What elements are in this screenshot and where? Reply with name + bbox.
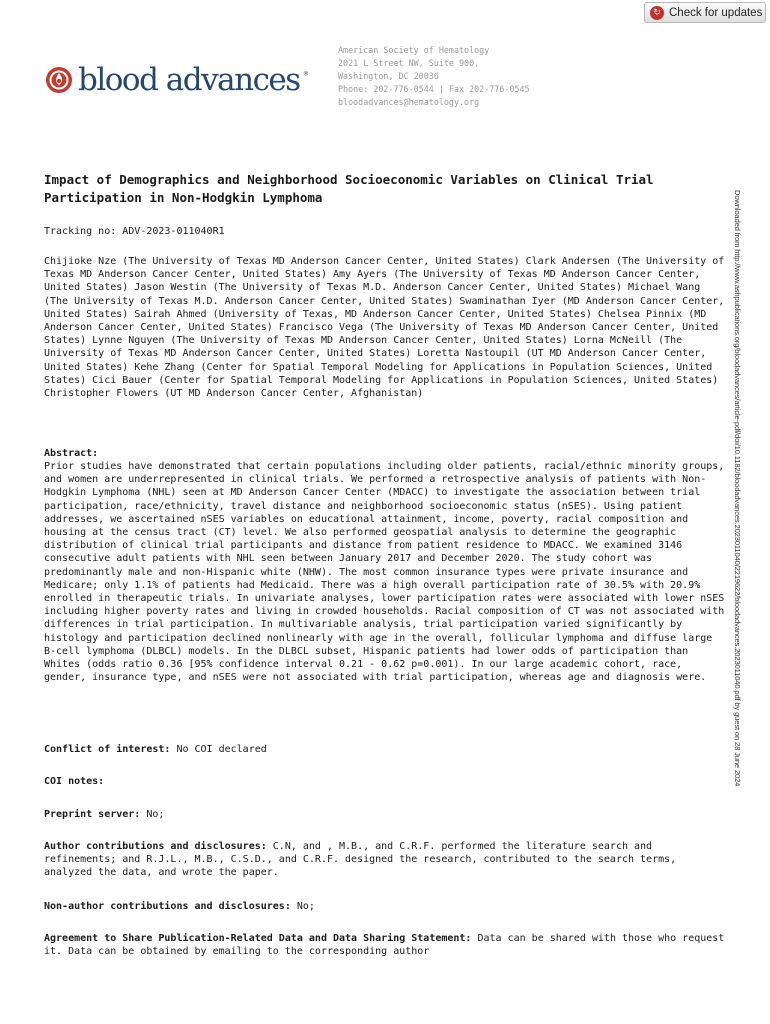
non-author-label: Non-author contributions and disclosures: — [44, 901, 291, 912]
abstract-heading: Abstract: — [44, 448, 99, 459]
refresh-icon: ↻ — [650, 6, 664, 20]
check-for-updates-label: Check for updates — [669, 6, 763, 19]
non-author-contributions — [44, 900, 728, 913]
author-contributions — [44, 840, 728, 880]
preprint-server — [44, 808, 728, 821]
publisher-street: 2021 L Street NW, Suite 900, — [338, 58, 480, 68]
download-watermark: Downloaded from http://www.ashpublications.org/bloodadvances/article-pdf/doi/10.1182/bloodadvances.2023011040/2219622/bloodadvances.2023011040.pdf by guest on 28 June 2024 — [733, 190, 742, 787]
publisher-info — [338, 44, 530, 109]
preprint-value: No; — [140, 809, 165, 820]
author-list: Chijioke Nze (The University of Texas MD Anderson Cancer Center, United States) Clark Andersen (The University of Texas MD Anderson Cancer Center, United States) Amy Ayers (The University of Texas MD Anderson Cancer Center, United States) Jason Westin (The University of Texas M.D. Anderson Cancer Center, United States) Michael Wang (The University of Texas M.D. Anderson Cancer Center, United States) Swaminathan Iyer (MD Anderson Cancer Center, United States) Sairah Ahmed (University of Texas, MD Anderson Cancer Center, United States) Chelsea Pinnix (MD Anderson Cancer Center, United States) Francisco Vega (The University of Texas MD Anderson Cancer Center, United States) Lynne Nguyen (The University of Texas MD Anderson Cancer Center, United States) Lorna McNeill (The University of Texas MD Anderson Cancer Center, United States) Loretta Nastoupil (UT MD Anderson Cancer Center, United States) Kehe Zhang (Center for Spatial Temporal Modeling for Applications in Population Sciences, United States) Cici Bauer (Center for Spatial Temporal Modeling for Applications in Population Sciences, United States) Christopher Flowers (UT MD Anderson Cancer Center, Afghanistan) — [44, 256, 725, 400]
data-sharing-value: Data can be shared with those who request it. Data can be obtained by emailing to the corresponding author — [44, 933, 725, 958]
non-author-value: No; — [290, 901, 315, 912]
conflict-of-interest — [44, 743, 728, 756]
registered-mark: ® — [303, 70, 308, 78]
publisher-phone: Phone: 202-776-0544 | Fax 202-776-0545 — [338, 84, 530, 94]
coi-label: Conflict of interest: — [44, 744, 171, 755]
check-for-updates-button[interactable] — [644, 2, 766, 23]
contributions-value: C.N, and , M.B., and C.R.F. performed the literature search and refinements; and R.J.L., M.B., C.S.D., and C.R.F. designed the research, contributed to the search terms, analyzed the data, and wrote the paper. — [44, 841, 677, 879]
logo-wordmark: blood advances — [78, 61, 300, 98]
article-title: Impact of Demographics and Neighborhood Socioeconomic Variables on Clinical Trial Participation in Non-Hodgkin Lymphoma — [44, 172, 654, 205]
coi-notes — [44, 775, 728, 788]
tracking-number: Tracking no: ADV-2023-011040R1 — [44, 226, 225, 237]
blood-drop-logo-icon — [44, 65, 74, 95]
abstract-text: Prior studies have demonstrated that certain populations including older patients, racial/ethnic minority groups, and women are underrepresented in clinical trials. We performed a retrospective analysis of patients with Non-Hodgkin Lymphoma (NHL) seen at MD Anderson Cancer Center (MDACC) to investigate the association between trial participation, race/ethnicity, travel distance and neighborhood socioeconomic status (nSES). Using patient addresses, we ascertained nSES variables on educational attainment, income, poverty, racial composition and housing at the census tract (CT) level. We also performed geospatial analysis to determine the geographic distribution of clinical trial participants and distance from patient residence to MDACC. We examined 3146 consecutive adult patients with NHL seen between January 2017 and December 2020. The study cohort was predominantly male and non-Hispanic white (NHW). The most common insurance types were private insurance and Medicare; only 1.1% of patients had Medicaid. There was a high overall participation rate of 30.5% with 20.9% enrolled in therapeutic trials. In univariate analyses, lower participation rates were associated with lower nSES including higher poverty rates and living in crowded households. Racial composition of CT was not associated with differences in trial participation. In multivariable analysis, trial participation varied significantly by histology and participation declined nonlinearly with age in the overall, follicular lymphoma and diffuse large B-cell lymphoma (DLBCL) models. In the DLBCL subset, Hispanic patients had lower odds of participation than Whites (odds ratio 0.36 [95% confidence interval 0.21 - 0.62 p=0.001). In our large academic cohort, race, gender, insurance type, and nSES were not associated with trial participation, whereas age and diagnosis were. — [44, 461, 725, 684]
preprint-label: Preprint server: — [44, 809, 141, 820]
coi-notes-label: COI notes: — [44, 776, 105, 787]
publisher-name: American Society of Hematology — [338, 45, 490, 55]
publisher-city: Washington, DC 20036 — [338, 71, 439, 81]
data-sharing-label: Agreement to Share Publication-Related Data and Data Sharing Statement: — [44, 933, 472, 944]
data-sharing-statement — [44, 932, 728, 958]
publisher-email: bloodadvances@hematology.org — [338, 97, 480, 107]
blood-advances-logo — [44, 62, 308, 98]
contributions-label: Author contributions and disclosures: — [44, 841, 267, 852]
coi-value: No COI declared — [170, 744, 267, 755]
